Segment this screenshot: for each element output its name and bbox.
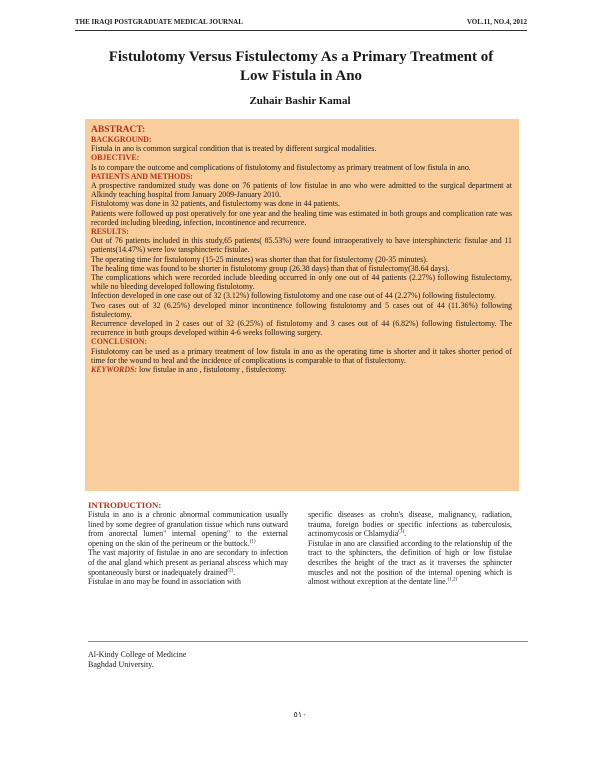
conclusion-text: Fistulotomy can be used as a primary treatment of low fistula in ano as the operating time is shorter and it takes shorter period of time for the wound to heal and the incidence of complications is comparable to that of fistulectomy. [91, 346, 512, 365]
affiliation-university: Baghdad University. [88, 660, 154, 669]
methods-paragraph: A prospective randomized study was done on 76 patients of low fistulae in ano who were admitted to the surgical department at Alkindy teaching hospital from January 2009-January 2010. [91, 181, 512, 200]
intro-text: The vast majority of fistulae in ano are secondary to infection of the anal gland which present as perianal abscess which may spontaneously burst or inadequately drained [88, 548, 288, 577]
abstract-heading: ABSTRACT: [91, 125, 146, 135]
citation-ref: (2) [227, 567, 234, 573]
header-rule [75, 30, 527, 31]
journal-name: THE IRAQI POSTGRADUATE MEDICAL JOURNAL [75, 18, 243, 26]
running-head [75, 18, 527, 26]
title-line-1: Fistulotomy Versus Fistulectomy As a Primary Treatment of [108, 49, 494, 65]
results-paragraph: Infection developed in one case out of 32 (3.12%) following fistulotomy and one case out of 44 (2.27%) following fistulectomy. [91, 291, 496, 301]
results-heading: RESULTS: [91, 227, 129, 237]
results-paragraph: Two cases out of 32 (6.25%) developed minor incontinence following fistulotomy and 5 cases out of 44 (11.36%) following fistulectomy. [91, 300, 512, 319]
affiliation [88, 650, 186, 670]
background-text: Fistula in ano is common surgical condition that is treated by different surgical modalities. [91, 144, 377, 154]
methods-paragraph: Patients were followed up post operatively for one year and the healing time was estimated in both groups and complication rate was recorded including bleeding, infection, incontinence and recurrence. [91, 208, 512, 227]
objective-heading: OBJECTIVE: [91, 153, 140, 163]
body-column-right [308, 510, 512, 587]
conclusion-heading: CONCLUSION: [91, 337, 148, 347]
intro-paragraph: The vast majority of fistulae in ano are secondary to infection of the anal gland which present as perianal abscess which may spontaneously burst or inadequately drained$^{(2)}$. [88, 548, 288, 577]
volume-info: VOL.11, NO.4, 2012 [466, 18, 527, 26]
keywords-text: low fistulae in ano , fistulotomy , fistulectomy. [137, 365, 287, 375]
title-line-2: Low Fistula in Ano [239, 68, 363, 84]
citation-ref: (1,2) [447, 577, 458, 583]
keywords-line [91, 365, 512, 374]
citation-ref: (3) [398, 529, 405, 535]
footnote-rule [88, 641, 528, 642]
results-paragraph: The complications which were recorded include bleeding occurred in only one out of 44 patients (2.27%) following fistulectomy, while no bleeding developed following fistulotomy. [91, 273, 512, 292]
results-paragraph: Recurrence developed in 2 cases out of 32 (6.25%) of fistulotomy and 3 cases out of 44 (6.82%) following fistulectomy. The recurrence in both groups developed within 4-6 weeks following surgery. [91, 319, 512, 338]
keywords-label: KEYWORDS: [91, 365, 138, 375]
results-paragraph: Out of 76 patients included in this study,65 patients( 85.53%) were found intraoperatively to have intersphincteric fistulae and 11 patients(14.47%) were low tansphincteric fistulae. [91, 236, 512, 255]
citation-ref: (1) [249, 539, 256, 545]
objective-text: Is to compare the outcome and complications of fistulotomy and fistulectomy as primary treatment of low fistula in ano. [91, 162, 471, 172]
methods-paragraph: Fistulotomy was done in 32 patients, and fistulectomy was done in 44 patients. [91, 199, 340, 209]
author-name: Zuhair Bashir Kamal [249, 95, 351, 107]
background-heading: BACKGROUND: [91, 135, 152, 144]
article-title [70, 48, 532, 86]
introduction-heading: INTRODUCTION: [88, 500, 162, 510]
body-column-left [88, 510, 288, 587]
methods-heading: PATIENTS AND METHODS: [91, 171, 193, 181]
intro-text: Fistula in ano is a chronic abnormal communication usually lined by some degree of granulation tissue which runs outward from anorectal lumen" internal opening" to the external opening on the skin of the perineum or the buttock. [88, 510, 288, 548]
results-paragraph: The healing time was found to be shorter in fistulotomy group (26.38 days) than that of fistulectomy(38.64 days). [91, 263, 450, 273]
abstract-box [85, 119, 519, 491]
intro-paragraph: specific diseases as crohn's disease, malignancy, radiation, trauma, foreign bodies or specific infections as tuberculosis, actinomycosis or Chlamydia$^{(3)}$. [308, 510, 512, 539]
intro-text: specific diseases as crohn's disease, malignancy, radiation, trauma, foreign bodies or specific infections as tuberculosis, actinomycosis or Chlamydia [308, 510, 512, 539]
results-paragraph: The operating time for fistulotomy (15-25 minutes) was shorter than that for fistulectomy (20-35 minutes). [91, 254, 428, 264]
intro-paragraph [308, 539, 512, 587]
affiliation-college: Al-Kindy College of Medicine [88, 650, 187, 659]
intro-paragraph: Fistulae in ano may be found in association with [88, 577, 241, 587]
page-number: ٥١٠ [293, 710, 307, 719]
intro-paragraph [88, 510, 288, 548]
intro-text: Fistulae in ano are classified according to the relationship of the tract to the sphincters, the definition of high or low fistulae describes the height of the tract as it traverses the sphincter muscles and not the position of the internal opening which is almost without exception at the dentate line. [308, 538, 512, 587]
